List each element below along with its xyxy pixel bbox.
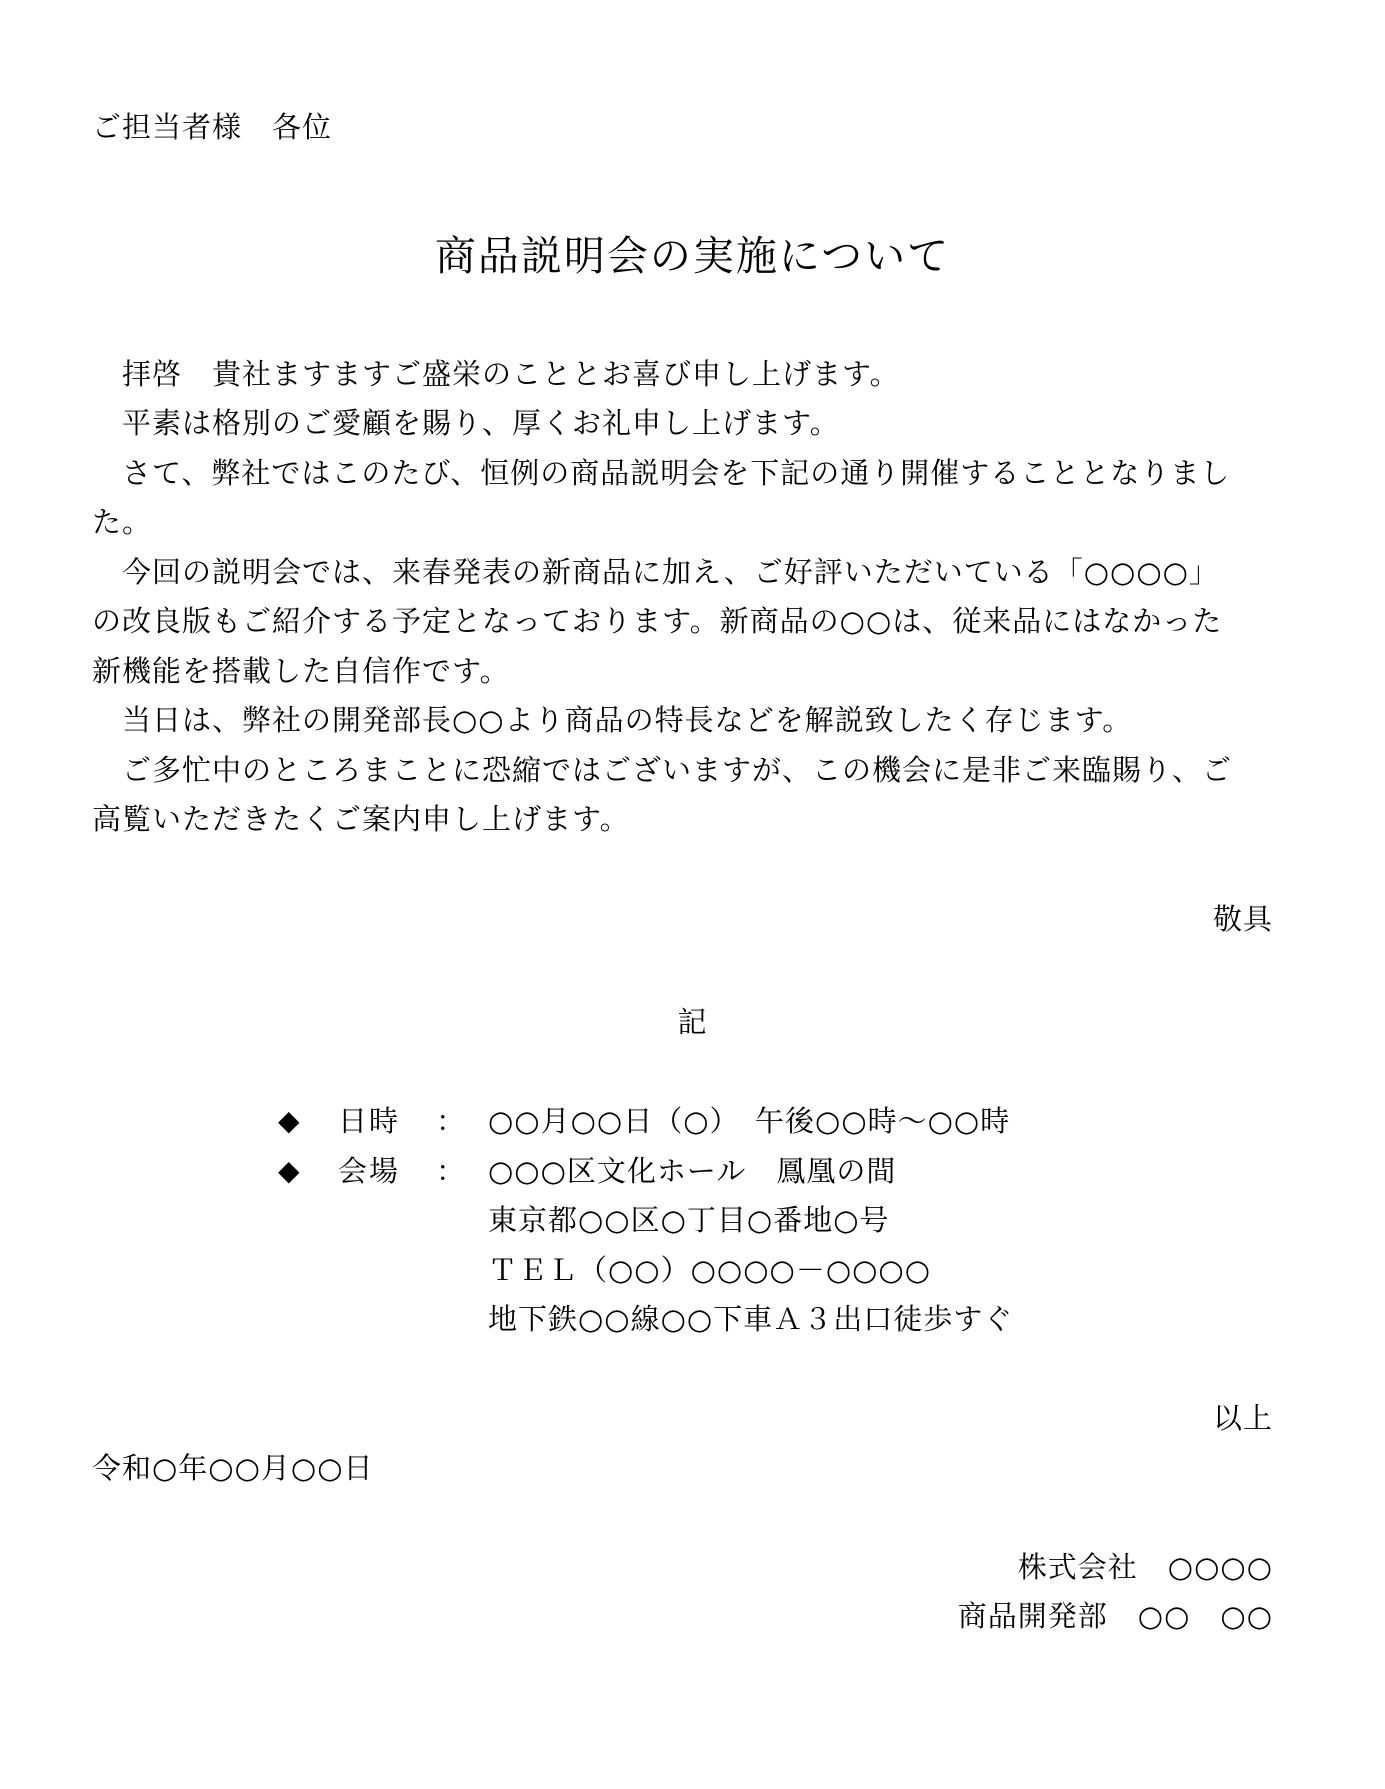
body-line-announcement: さて、弊社ではこのたび、恒例の商品説明会を下記の通り開催することとなりまし (122, 456, 1231, 490)
recipient: ご担当者様 各位 (92, 110, 333, 144)
diamond-bullet-icon: ◆ (278, 1154, 300, 1187)
body-line-thanks: 平素は格別のご愛顧を賜り、厚くお礼申し上げます。 (122, 406, 840, 440)
closing-ijo: 以上 (1212, 1401, 1273, 1435)
body-line-content-cont1: の改良版もご紹介する予定となっております。新商品の○○は、従来品にはなかった (92, 604, 1223, 638)
body-line-invitation-cont: 高覧いただきたくご案内申し上げます。 (92, 802, 630, 836)
document-title: 商品説明会の実施について (434, 232, 951, 280)
detail-row-datetime (0, 1101, 1385, 1141)
venue-tel: ＴＥＬ（○○）○○○○－○○○○ (488, 1253, 932, 1287)
venue-access: 地下鉄○○線○○下車Ａ３出口徒歩すぐ (488, 1302, 1014, 1336)
body-line-content: 今回の説明会では、来春発表の新商品に加え、ご好評いただいている「○○○○」 (122, 555, 1219, 589)
body-line-content-cont2: 新機能を搭載した自信作です。 (92, 654, 510, 688)
ki-heading: 記 (677, 1005, 708, 1039)
venue-address: 東京都○○区○丁目○番地○号 (488, 1203, 890, 1237)
body-line-invitation: ご多忙中のところまことに恐縮ではございますが、この機会に是非ご来臨賜り、ご (122, 753, 1233, 787)
venue-colon: ： (436, 1154, 466, 1188)
datetime-colon: ： (436, 1104, 466, 1138)
closing-keigu: 敬具 (1212, 902, 1273, 936)
datetime-value: ○○月○○日（○） 午後○○時～○○時 (488, 1104, 1011, 1138)
body-line-announcement-cont: た。 (92, 505, 153, 539)
detail-row-address (0, 1200, 1385, 1240)
body-line-presenter: 当日は、弊社の開発部長○○より商品の特長などを解説致したく存じます。 (122, 703, 1133, 737)
document-date: 令和○年○○月○○日 (92, 1451, 374, 1485)
venue-name: ○○○区文化ホール 鳳凰の間 (488, 1154, 897, 1188)
body-line-greeting: 拝啓 貴社ますますご盛栄のこととお喜び申し上げます。 (122, 357, 900, 391)
detail-row-access (0, 1299, 1385, 1339)
detail-row-tel (0, 1250, 1385, 1290)
detail-row-venue (0, 1151, 1385, 1191)
sender-department: 商品開発部 ○○ ○○ (957, 1599, 1273, 1633)
diamond-bullet-icon: ◆ (278, 1104, 300, 1137)
datetime-label: 日時 (338, 1104, 401, 1138)
venue-label: 会場 (338, 1154, 401, 1188)
sender-company: 株式会社 ○○○○ (1017, 1550, 1273, 1584)
